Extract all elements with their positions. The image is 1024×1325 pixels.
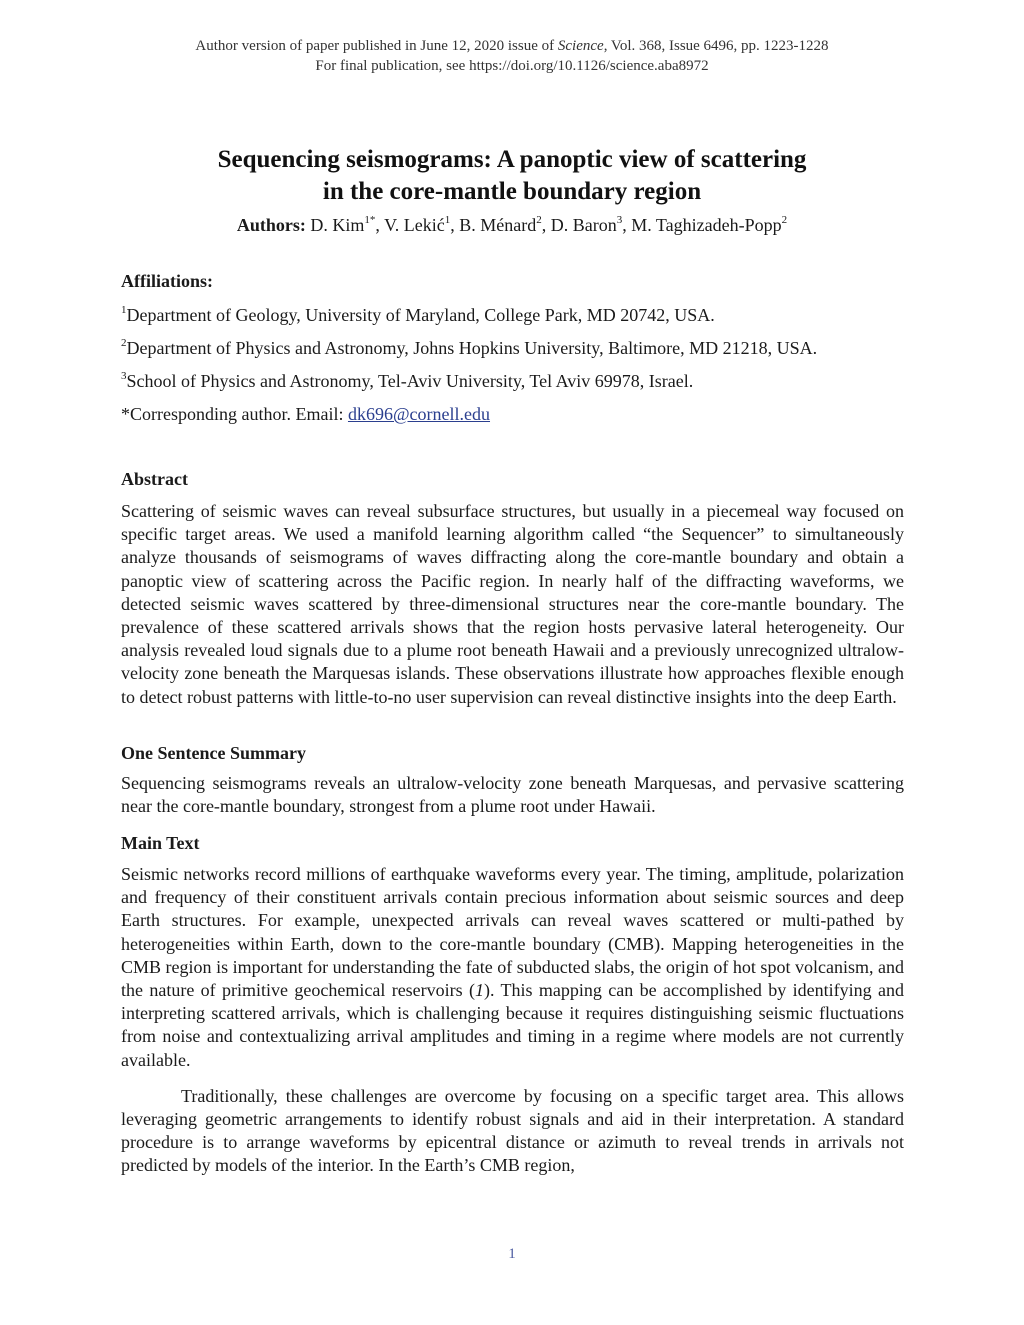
affiliation-1: $^1$Department of Geology, University of Maryland, College Park, MD 20742, USA. (121, 304, 715, 325)
author-1: D. Kim$^{1*}$, (305, 214, 380, 235)
summary-section (121, 741, 904, 818)
abstract-heading: Abstract (121, 469, 188, 489)
paper-title (0, 144, 1024, 208)
author-5: M. Taghizadeh-Popp$^2$ (626, 214, 788, 235)
affiliation-2: $^2$Department of Physics and Astronomy, Johns Hopkins University, Baltimore, MD 21218, USA. (121, 337, 818, 358)
publication-header (0, 36, 1024, 76)
author-4: D. Baron$^3$, (546, 214, 627, 235)
title-line-2: in the core-mantle boundary region (322, 178, 702, 205)
title-line-1: Sequencing seismograms: A panoptic view of scattering (217, 146, 807, 173)
corresponding-author: *Corresponding author. Email: dk696@cornell.edu (121, 404, 491, 424)
authors-label: Authors: (236, 215, 306, 235)
main-paragraph-1: Seismic networks record millions of earthquake waveforms every year. The timing, amplitude, polarization and frequency of their constituent arrivals contain precious information about seismic sources and deep Earth structures. For example, unexpected arrivals can reveal waves scattered or multi-pathed by heterogeneities within Earth, down to the core-mantle boundary (CMB). Mapping heterogeneities in the CMB region is important for understanding the fate of subducted slabs, the origin of hot spot volcanism, and the nature of primitive geochemical reservoirs (1). This mapping can be accomplished by identifying and interpreting scattered arrivals, which is challenging because it requires distinguishing seismic fluctuations from noise and contextualizing arrival amplitudes and timing in a regime where models are not currently available. (121, 864, 904, 1070)
abstract-section (121, 467, 904, 709)
main-text-heading: Main Text (121, 833, 200, 853)
citation-ref: 1 (475, 980, 485, 1001)
main-paragraph-2: Traditionally, these challenges are overcome by focusing on a specific target area. This allows leveraging geometric arrangements to identify robust signals and aid in their interpretation. A standard procedure is to arrange waveforms by epicentral distance or azimuth to reveal trends in arrivals not predicted by models of the interior. In the Earth’s CMB region, (121, 1085, 904, 1176)
abstract-text: Scattering of seismic waves can reveal subsurface structures, but usually in a piecemeal way focused on specific target areas. We used a manifold learning algorithm called “the Sequencer” to simultaneously analyze thousands of seismograms of waves diffracting along the core-mantle boundary and obtain a panoptic view of scattering across the Pacific region. In nearly half of the diffracting waveforms, we detected seismic waves scattered by three-dimensional structures near the core-mantle boundary. The prevalence of these scattered arrivals shows that the region hosts pervasive lateral heterogeneity. Our analysis revealed loud signals due to a plume root beneath Hawaii and a previously unrecognized ultralow-velocity zone beneath the Marquesas islands. These observations illustrate how approaches flexible enough to detect robust patterns with little-to-no user supervision can reveal distinctive insights into the deep Earth. (121, 501, 904, 707)
page-number: 1 (508, 1246, 516, 1262)
summary-heading: One Sentence Summary (121, 743, 306, 763)
author-2: V. Lekić$^1$, (379, 214, 455, 235)
author-3: B. Ménard$^2$, (454, 214, 547, 235)
journal-name: Science (557, 38, 604, 54)
email-link[interactable]: dk696@cornell.edu (347, 404, 491, 424)
affiliations-heading: Affiliations: (121, 271, 213, 291)
summary-text: Sequencing seismograms reveals an ultralow-velocity zone beneath Marquesas, and pervasive scattering near the core-mantle boundary, strongest from a plume root under Hawaii. (121, 773, 904, 817)
header-line-2: For final publication, see https://doi.org/10.1126/science.aba8972 (315, 58, 709, 74)
affiliations-section (121, 269, 904, 426)
affiliation-3: $^3$School of Physics and Astronomy, Tel-Aviv University, Tel Aviv 69978, Israel. (121, 370, 694, 391)
header-line-1: Author version of paper published in June 12, 2020 issue of Science, Vol. 368, Issue 6496, pp. 1223-1228 (195, 38, 829, 54)
author-list (0, 213, 1024, 237)
main-text-section (121, 831, 904, 1178)
